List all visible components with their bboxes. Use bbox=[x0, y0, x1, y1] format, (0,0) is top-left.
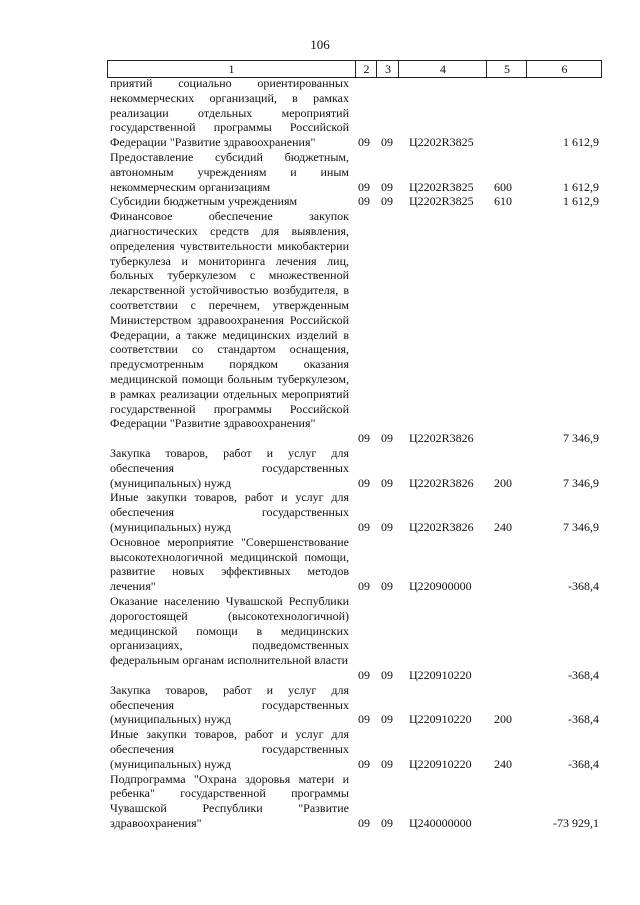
row-description: Основное мероприятие "Совершенствование высокотехнологичной медицинской помощи, развитие новых эффективных методов лечения" bbox=[110, 534, 349, 594]
row-amount: -73 929,1 bbox=[553, 815, 599, 830]
column-header-4: 4 bbox=[398, 61, 487, 77]
row-subsection-code: 09 bbox=[381, 579, 393, 594]
row-section-code: 09 bbox=[358, 135, 370, 149]
row-target-article: Ц220900000 bbox=[409, 579, 472, 594]
row-description: приятий социально ориентированных некоммерческих организаций, в рамках реализации отдельных мероприятий государственной программы Российской Федерации "Развитие здравоохранения" bbox=[110, 76, 349, 150]
row-description: Финансовое обеспечение закупок диагностических средств для выявления, определения чувствительности микобактерии туберкулеза и мониторинга лечения лиц, больных туберкулезом с множественной лекарственной устойчивостью возбудителя, в соответствии с перечнем, утвержденным Министерством здравоохранения Российской Федерации, а также медицинских изделий в соответствии со стандартом оснащения, предусмотренным порядком оказания медицинской помощи больным туберкулезом, в рамках реализации отдельных мероприятий государственной программы Российской Федерации "Развитие здравоохранения" bbox=[110, 209, 349, 431]
row-subsection-code: 09 bbox=[381, 756, 393, 771]
row-amount: 7 346,9 bbox=[563, 431, 599, 446]
column-header-3: 3 bbox=[376, 61, 399, 77]
row-section-code: 09 bbox=[358, 667, 370, 682]
row-expense-type: 200 bbox=[494, 475, 512, 490]
row-subsection-code: 09 bbox=[381, 475, 393, 490]
budget-table-body bbox=[0, 76, 640, 831]
row-amount: 1 612,9 bbox=[563, 135, 599, 149]
table-row bbox=[0, 194, 640, 209]
page-number: 106 bbox=[310, 37, 330, 52]
row-section-code: 09 bbox=[358, 194, 370, 209]
row-section-code: 09 bbox=[358, 712, 370, 727]
row-description: Иные закупки товаров, работ и услуг для обеспечения государственных (муниципальных) нужд bbox=[110, 490, 349, 534]
row-section-code: 09 bbox=[358, 756, 370, 771]
table-row bbox=[0, 594, 640, 683]
row-target-article: Ц2202R3826 bbox=[409, 431, 474, 446]
table-row bbox=[0, 535, 640, 594]
row-expense-type: 240 bbox=[494, 756, 512, 771]
table-row bbox=[0, 209, 640, 446]
row-section-code: 09 bbox=[358, 431, 370, 446]
table-row bbox=[0, 150, 640, 194]
row-subsection-code: 09 bbox=[381, 519, 393, 534]
row-expense-type: 240 bbox=[494, 519, 512, 534]
row-description: Закупка товаров, работ и услуг для обеспечения государственных (муниципальных) нужд bbox=[110, 445, 349, 490]
row-amount: 7 346,9 bbox=[563, 475, 599, 490]
row-subsection-code: 09 bbox=[381, 667, 393, 682]
row-target-article: Ц2202R3825 bbox=[409, 194, 474, 209]
row-subsection-code: 09 bbox=[381, 712, 393, 727]
row-description: Предоставление субсидий бюджетным, автономным учреждениям и иным некоммерческим организациям bbox=[110, 150, 349, 194]
row-description: Закупка товаров, работ и услуг для обеспечения государственных (муниципальных) нужд bbox=[110, 682, 349, 727]
row-target-article: Ц2202R3826 bbox=[409, 519, 474, 534]
table-row bbox=[0, 446, 640, 490]
row-amount: -368,4 bbox=[568, 579, 599, 594]
row-subsection-code: 09 bbox=[381, 135, 393, 149]
table-row bbox=[0, 683, 640, 727]
row-section-code: 09 bbox=[358, 179, 370, 194]
column-header-2: 2 bbox=[355, 61, 377, 77]
column-header-1: 1 bbox=[228, 62, 235, 76]
row-section-code: 09 bbox=[358, 475, 370, 490]
row-expense-type: 200 bbox=[494, 712, 512, 727]
row-amount: 1 612,9 bbox=[563, 179, 599, 194]
row-target-article: Ц240000000 bbox=[409, 815, 472, 830]
row-subsection-code: 09 bbox=[381, 194, 393, 209]
row-target-article: Ц2202R3825 bbox=[409, 179, 474, 194]
row-expense-type: 600 bbox=[494, 179, 512, 194]
row-section-code: 09 bbox=[358, 519, 370, 534]
column-header-5: 5 bbox=[486, 61, 527, 77]
row-target-article: Ц2202R3825 bbox=[409, 135, 474, 149]
table-row bbox=[0, 727, 640, 771]
row-section-code: 09 bbox=[358, 815, 370, 830]
table-row bbox=[0, 76, 640, 150]
table-row bbox=[0, 490, 640, 534]
row-target-article: Ц220910220 bbox=[409, 756, 472, 771]
row-subsection-code: 09 bbox=[381, 179, 393, 194]
row-target-article: Ц220910220 bbox=[409, 712, 472, 727]
column-header-6: 6 bbox=[526, 61, 602, 77]
row-section-code: 09 bbox=[358, 579, 370, 594]
row-description: Субсидии бюджетным учреждениям bbox=[110, 194, 298, 209]
row-description: Иные закупки товаров, работ и услуг для обеспечения государственных (муниципальных) нужд bbox=[110, 727, 349, 771]
row-amount: -368,4 bbox=[568, 756, 599, 771]
row-amount: 7 346,9 bbox=[563, 519, 599, 534]
row-expense-type: 610 bbox=[494, 194, 512, 209]
row-target-article: Ц2202R3826 bbox=[409, 475, 474, 490]
row-description: Оказание населению Чувашской Республики дорогостоящей (высокотехнологичной) медицинской помощи в медицинских организациях, подведомственных федеральным органам исполнительной власти bbox=[110, 593, 349, 668]
row-amount: -368,4 bbox=[568, 667, 599, 682]
row-amount: 1 612,9 bbox=[563, 194, 599, 209]
table-row bbox=[0, 772, 640, 831]
row-subsection-code: 09 bbox=[381, 431, 393, 446]
row-target-article: Ц220910220 bbox=[409, 667, 472, 682]
row-description: Подпрограмма "Охрана здоровья матери и ребенка" государственной программы Чувашской Республики "Развитие здравоохранения" bbox=[110, 771, 349, 830]
row-amount: -368,4 bbox=[568, 712, 599, 727]
row-subsection-code: 09 bbox=[381, 815, 393, 830]
